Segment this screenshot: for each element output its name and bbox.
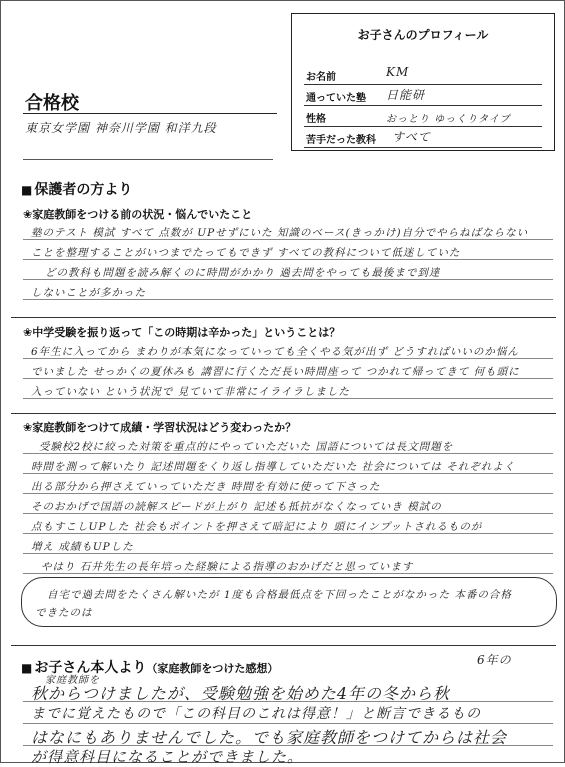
answer-text: 受験校2校に絞った対策を重点的にやっていただいた 国語については長文問題を [39, 441, 454, 453]
profile-box [291, 13, 555, 151]
profile-row-juku [304, 85, 542, 106]
answer-text: 塾のテスト 模試 すべて 点数が UPせずにいた 知識のベース(きっかけ)自分でやらねばならない [31, 227, 529, 239]
profile-title: お子さんのプロフィール [357, 28, 489, 42]
highlight-text: できたのは [35, 607, 93, 619]
answer-text: 6年生に入ってから まわりが本気になっていっても全くやる気が出ず どうすればいいのか悩ん [31, 346, 519, 358]
answer-text: やはり 石井先生の長年培った経験による指導のおかげだと思っています [41, 561, 414, 573]
pass-school-title: 合格校 [25, 93, 79, 114]
answer-text: ことを整理することがいつまでたってもできず すべての教科について低迷していた [31, 247, 461, 259]
answer-text: そのおかげで国語の読解スピードが上がり 記述も抵抗がなくなっていき 模試の [31, 501, 442, 513]
question-change: ❀家庭教師をつけて成績・学習状況はどう変わったか？ [23, 421, 297, 434]
divider [23, 113, 277, 114]
profile-value: おっとり ゆっくりタイプ [386, 114, 511, 125]
highlight-text: 自宅で過去問をたくさん解いたが 1度も合格最低点を下回ったことがなかった 本番の合格 [47, 589, 512, 601]
flower-bullet-icon: ❀ [23, 421, 33, 434]
child-section-heading: ■ お子さん本人より（家庭教師をつけた感想） [21, 660, 279, 676]
answer-text: 増え 成績もUPした [31, 541, 134, 553]
parent-section-heading: ■ 保護者の方より [21, 182, 133, 198]
section-separator [11, 317, 556, 318]
flower-bullet-icon: ❀ [23, 208, 33, 221]
profile-label: 性格 [306, 114, 326, 125]
divider [23, 159, 273, 160]
answer-text: 入っていない という状況で 見ていて非常にイライラしました [31, 386, 350, 398]
profile-label: 苦手だった教科 [306, 135, 376, 146]
profile-label: お名前 [306, 72, 336, 83]
profile-row-personality [304, 106, 542, 127]
answer-line [23, 723, 553, 724]
child-comment-text: が得意科目になることができました。 [31, 748, 304, 766]
profile-value: 日能研 [386, 88, 426, 102]
annotation-6th-grade: 6年の [477, 653, 512, 667]
child-section-subheading: （家庭教師をつけた感想） [146, 662, 279, 675]
question-before: ❀家庭教師をつける前の状況・悩んでいたこと [23, 208, 253, 221]
question-hard-time: ❀中学受験を振り返って「この時期は辛かった」ということは？ [23, 326, 341, 339]
square-bullet-icon: ■ [21, 661, 33, 675]
pass-school-list: 東京女学園 神奈川学園 和洋九段 [25, 121, 217, 135]
section-separator [11, 645, 556, 646]
profile-label: 通っていた塾 [306, 93, 366, 104]
profile-row-name [304, 64, 542, 85]
section-separator [11, 413, 556, 414]
profile-row-weak-subject [304, 127, 542, 148]
profile-value: KM [386, 65, 410, 79]
child-comment-text: はなにもありませんでした。でも家庭教師をつけてからは社会 [31, 728, 508, 747]
answer-text: どの教科も問題を読み解くのに時間がかかり 過去問をやっても最後まで到達 [45, 267, 441, 279]
answer-text: しないことが多かった [31, 287, 146, 299]
square-bullet-icon: ■ [21, 183, 33, 197]
answer-text: でいました せっかくの夏休みも 講習に行くただ長い時間座って つかれて帰ってきて 何も頭に [31, 366, 520, 378]
child-comment-text: 秋からつけましたが、受験勉強を始めた4年の冬から秋 [31, 684, 451, 703]
flower-bullet-icon: ❀ [23, 326, 33, 339]
answer-text: 時間を測って解いたり 記述問題をくり返し指導していただいた 社会については それぞれよく [31, 461, 516, 473]
highlight-circle [21, 577, 557, 627]
profile-value: すべて [392, 130, 431, 144]
annotation-tutor: 家庭教師を [45, 675, 100, 686]
answer-text: 点もすこしUPした 社会もポイントを押さえて暗記により 頭にインプットされるものが [31, 521, 483, 533]
child-comment-text: までに覚えたもので「この科目のこれは得意！」と断言できるもの [31, 706, 481, 722]
answer-text: 出る部分から押さえていっていただき 時間を有効に使って下さった [31, 481, 381, 493]
